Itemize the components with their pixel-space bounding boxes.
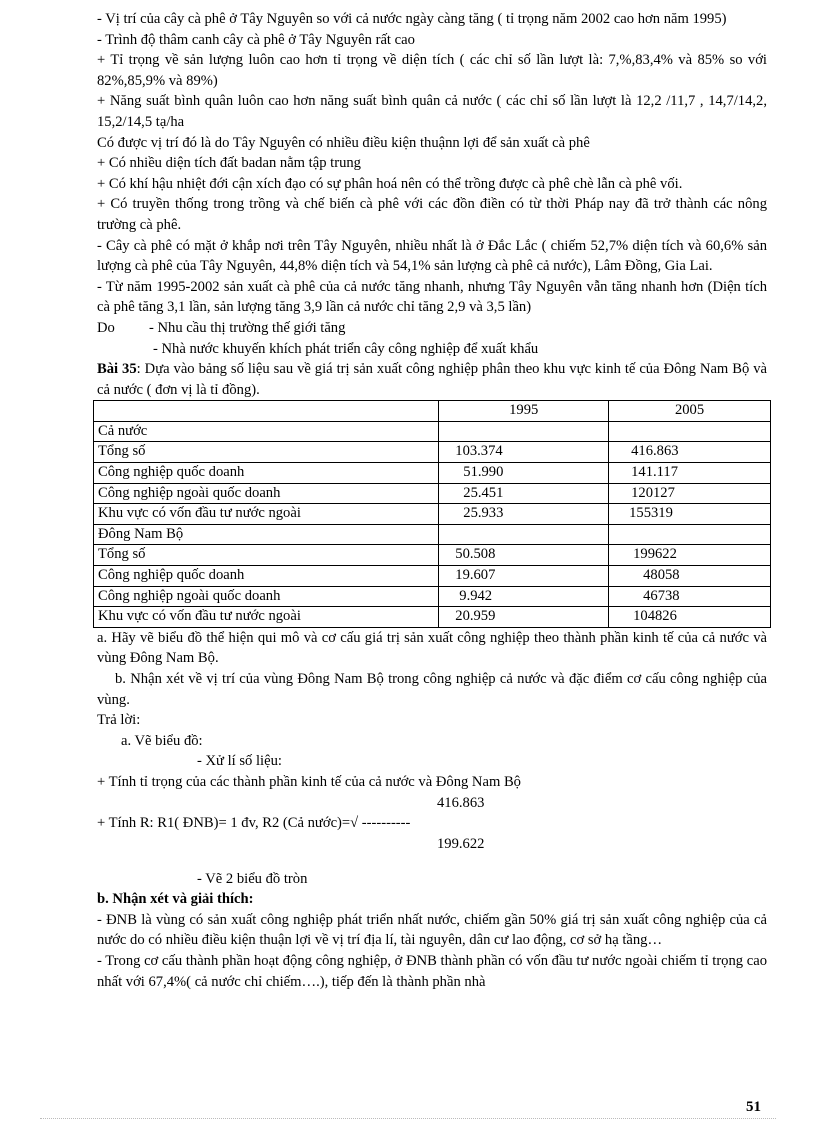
table-cell: 103.374 (439, 442, 609, 463)
table-row (94, 483, 771, 504)
table-cell: Khu vực có vốn đầu tư nước ngoài (94, 504, 439, 525)
table-cell: 155319 (609, 504, 771, 525)
paragraph: - Cây cà phê có mặt ở khắp nơi trên Tây Nguyên, nhiều nhất là ở Đắc Lắc ( chiếm 52,7% diện tích và 60,6% sản lượng cà phê của Tây Nguyên, 44,8% diện tích và 54,1% sản lượng cà phê cả nước), Lâm Đồng, Gia Lai. (97, 237, 767, 275)
table-cell: 416.863 (609, 442, 771, 463)
table-cell: 46738 (609, 586, 771, 607)
paragraph: - Trong cơ cấu thành phần hoạt động công nghiệp, ở ĐNB thành phần có vốn đầu tư nước ngoài chiếm tỉ trọng cao nhất với 67,4%( cả nước chỉ chiếm….), tiếp đến là thành phần nhà (97, 952, 767, 990)
answer-a-title: a. Vẽ biểu đồ: (121, 732, 203, 749)
table-cell: Công nghiệp quốc doanh (94, 566, 439, 587)
answer-label: Trả lời: (97, 712, 141, 729)
paragraph: + Tỉ trọng về sản lượng luôn cao hơn tỉ trọng về diện tích ( các chỉ số lần lượt là: 7,%,83,4% và 85% so với 82%,85,9% và 89%) (97, 52, 767, 89)
paragraph: + Có nhiều diện tích đất badan nằm tập trung (97, 155, 361, 172)
table-cell: 25.451 (439, 483, 609, 504)
exercise-label: Bài 35 (97, 361, 137, 378)
table-row (94, 566, 771, 587)
reason-label: Do (97, 319, 115, 336)
table-row (94, 607, 771, 628)
reason-text: - Nhu cầu thị trường thế giới tăng (149, 319, 346, 336)
exercise-heading (97, 359, 767, 400)
paragraph: - Trình độ thâm canh cây cà phê ở Tây Nguyên rất cao (97, 31, 415, 48)
formula-denominator: 199.622 (437, 835, 485, 852)
table-cell: 120127 (609, 483, 771, 504)
table-row (94, 545, 771, 566)
table-cell (609, 421, 771, 442)
reason-text: - Nhà nước khuyến khích phát triển cây công nghiệp để xuất khẩu (153, 340, 539, 357)
exercise-text: : Dựa vào bảng số liệu sau về giá trị sản xuất công nghiệp phân theo khu vực kinh tế của Đông Nam Bộ và cả nước ( đơn vị là tỉ đồng). (97, 361, 768, 398)
paragraph: - ĐNB là vùng có sản xuất công nghiệp phát triển nhất nước, chiếm gần 50% giá trị sản xuất công nghiệp của cả nước do có nhiều điều kiện thuận lợi về vị trí địa lí, tài nguyên, dân cư lao động, cơ sở hạ tầng… (97, 911, 767, 949)
table-cell: 141.117 (609, 463, 771, 484)
formula-numerator: 416.863 (437, 794, 485, 811)
table-cell: 50.508 (439, 545, 609, 566)
table-cell: Đông Nam Bộ (94, 524, 439, 545)
table-row (94, 463, 771, 484)
paragraph: - Từ năm 1995-2002 sản xuất cà phê của cả nước tăng nhanh, nhưng Tây Nguyên vẫn tăng nhanh hơn (Diện tích cà phê tăng 3,1 lần, sản lượng tăng 3,9 lần cả nước chỉ tăng 2,9 và 3,5 lần) (97, 278, 767, 316)
footer-divider (40, 1118, 776, 1119)
paragraph: + Có khí hậu nhiệt đới cận xích đạo có sự phân hoá nên có thể trồng được cà phê chè lẫn cà phê vối. (97, 175, 683, 192)
paragraph: + Năng suất bình quân luôn cao hơn năng suất bình quân cả nước ( các chỉ số lần lượt là 12,2 /11,7 , 14,7/14,2, 15,2/14,5 tạ/ha (97, 93, 767, 130)
table-cell (609, 524, 771, 545)
paragraph: Có được vị trí đó là do Tây Nguyên có nhiều điều kiện thuậnn lợi để sản xuất cà phê (97, 134, 590, 151)
answer-step: + Tính tỉ trọng của các thành phần kinh tế của cả nước và Đông Nam Bộ (97, 773, 521, 790)
table-cell: Cả nước (94, 421, 439, 442)
table-cell: 9.942 (439, 586, 609, 607)
table-header-row (94, 401, 771, 422)
paragraph: - Vị trí của cây cà phê ở Tây Nguyên so với cả nước ngày càng tăng ( tỉ trọng năm 2002 cao hơn năm 1995) (97, 11, 727, 27)
table-cell: 20.959 (439, 607, 609, 628)
table-cell: Công nghiệp ngoài quốc doanh (94, 483, 439, 504)
answer-step: - Vẽ 2 biểu đồ tròn (197, 870, 308, 887)
table-header-cell: 1995 (439, 401, 609, 422)
table-row (94, 524, 771, 545)
table-cell (439, 524, 609, 545)
table-cell: Tổng số (94, 442, 439, 463)
table-cell: 25.933 (439, 504, 609, 525)
document-page (97, 9, 767, 992)
table-cell: Công nghiệp quốc doanh (94, 463, 439, 484)
table-cell: Công nghiệp ngoài quốc doanh (94, 586, 439, 607)
reason-row (97, 318, 767, 339)
table-header-cell (94, 401, 439, 422)
table-row (94, 421, 771, 442)
formula-line: + Tính R: R1( ĐNB)= 1 đv, R2 (Cả nước)=√ ---------- (97, 814, 411, 831)
table-cell: 199622 (609, 545, 771, 566)
paragraph: + Có truyền thống trong trồng và chế biến cà phê với các đồn điền có từ thời Pháp nay đã trở thành các nông trường cà phê. (97, 196, 767, 233)
table-row (94, 504, 771, 525)
radius-formula (97, 793, 767, 855)
table-cell: Khu vực có vốn đầu tư nước ngoài (94, 607, 439, 628)
table-cell: Tổng số (94, 545, 439, 566)
table-cell (439, 421, 609, 442)
table-row (94, 442, 771, 463)
reason-row (97, 339, 767, 360)
answer-step: - Xử lí số liệu: (197, 753, 282, 770)
question-b: b. Nhận xét về vị trí của vùng Đông Nam Bộ trong công nghiệp cả nước và đặc điểm cơ cấu công nghiệp của vùng. (97, 671, 767, 708)
table-row (94, 586, 771, 607)
table-header-cell: 2005 (609, 401, 771, 422)
data-table (93, 400, 771, 628)
answer-b-title: b. Nhận xét và giải thích: (97, 891, 254, 908)
table-cell: 48058 (609, 566, 771, 587)
table-cell: 104826 (609, 607, 771, 628)
question-a: a. Hãy vẽ biểu đồ thể hiện qui mô và cơ cấu giá trị sản xuất công nghiệp theo thành phần kinh tế của cả nước và vùng Đông Nam Bộ. (97, 629, 767, 667)
page-number: 51 (746, 1099, 761, 1115)
table-cell: 19.607 (439, 566, 609, 587)
table-cell: 51.990 (439, 463, 609, 484)
